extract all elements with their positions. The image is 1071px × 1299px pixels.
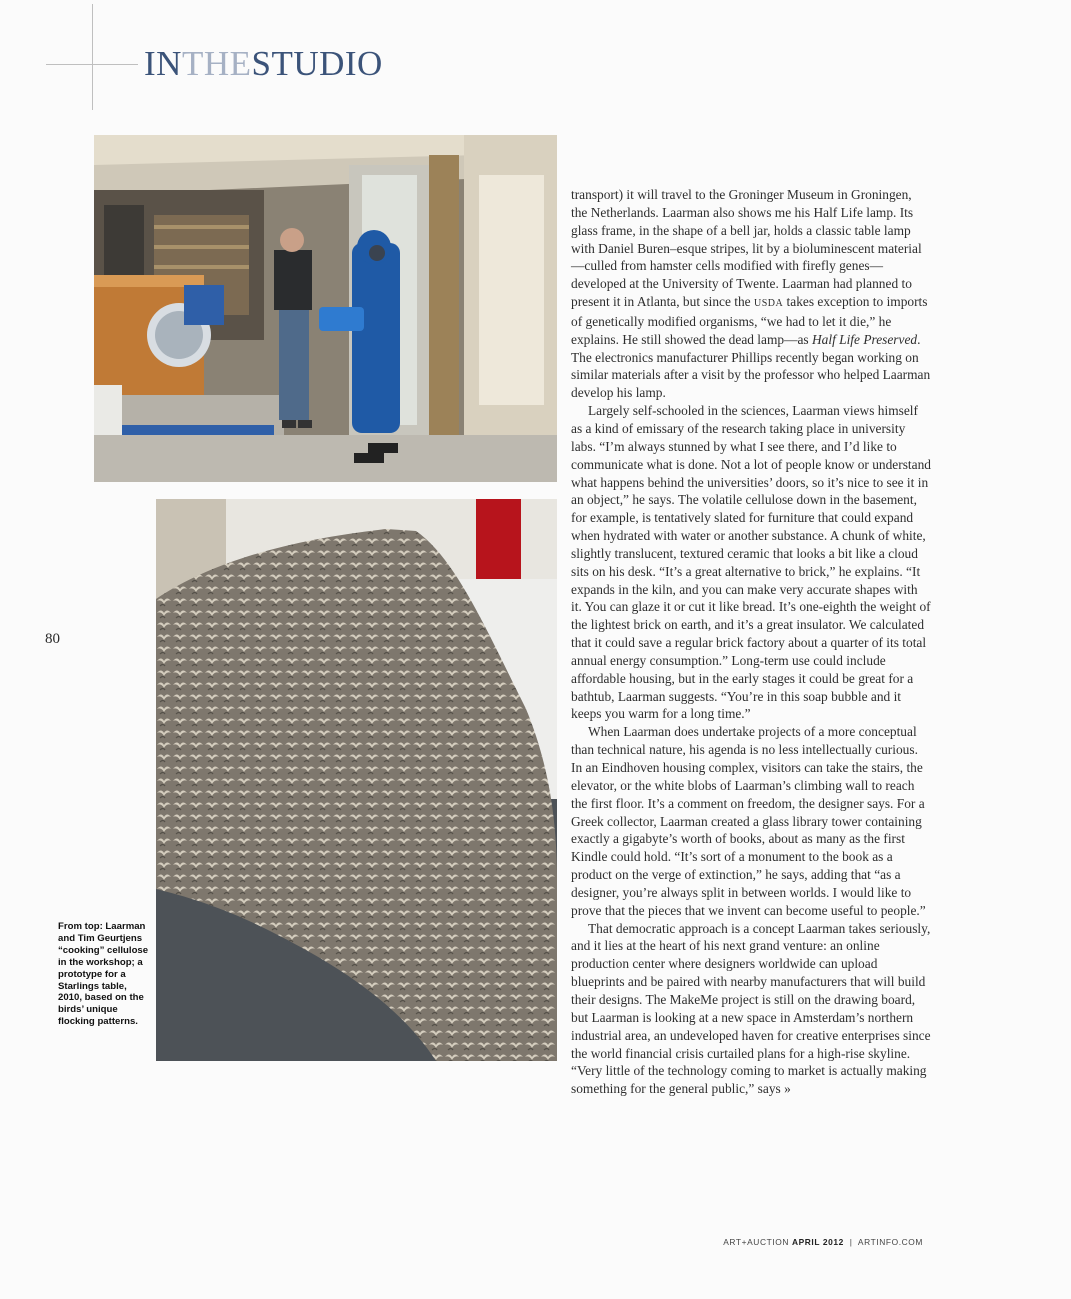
section-header-in: IN xyxy=(144,44,182,83)
photo-caption: From top: Laarman and Tim Geurtjens “cooking” cellulose in the workshop; a prototype for a Starlings table, 2010, based on the birds’ unique flocking patterns. xyxy=(58,921,149,1028)
corner-rule-horizontal xyxy=(46,64,138,65)
section-header-studio: STUDIO xyxy=(251,44,383,83)
article-paragraph-1: transport) it will travel to the Groninger Museum in Groningen, the Netherlands. Laarman also shows me his Half Life lamp. Its glass frame, in the shape of a bell jar, holds a classic table lamp with Daniel Buren–esque stripes, lit by a bioluminescent material—culled from hamster cells modified with firefly genes—developed at the University of Twente. Laarman had planned to present it in Atlanta, but since the USDA takes exception to imports of genetically modified organisms, “we had to let it die,” he explains. He still showed the dead lamp—as Half Life Preserved. The electronics manufacturer Phillips recently began working on similar materials after a visit by the professor who helped Laarman develop his lamp. xyxy=(571,187,931,401)
section-header-the: THE xyxy=(181,44,252,83)
article-paragraph-3: When Laarman does undertake projects of a more conceptual than technical nature, his agenda is no less intellectually curious. In an Eindhoven housing complex, visitors can take the stairs, the elevator, or the white blobs of Laarman’s climbing wall to reach the first floor. It’s a comment on freedom, the designer says. For a Greek collector, Laarman created a glass library tower containing exactly a gigabyte’s worth of books, about as many as the first Kindle could hold. “It’s sort of a monument to the book as a product on the verge of extinction,” he says, adding that “as a designer, you’re always split in between worlds. I would like to prove that the pieces that we invent can become useful to people.” xyxy=(571,724,926,918)
footer-magazine: ART+AUCTION xyxy=(723,1237,789,1247)
artwork-title: Half Life Preserved xyxy=(811,331,918,347)
starlings-table-photo xyxy=(156,499,557,1061)
footer-issue: APRIL 2012 xyxy=(791,1237,844,1247)
workshop-photo xyxy=(94,135,557,482)
page-number: 80 xyxy=(45,631,60,647)
usda-acronym: USDA xyxy=(753,298,784,310)
article-paragraph-2: Largely self-schooled in the sciences, Laarman views himself as a kind of emissary of the research taking place in university labs. “I’m always stunned by what I see there, and I’d like to communicate what is done. Not a lot of people know or understand what happens behind the universities’ doors, so it’s nice to see it in an object,” he says. The volatile cellulose down in the basement, for example, is tentatively slated for furniture that could expand when hydrated with water or another substance. A chunk of white, slightly translucent, textured ceramic that looks a bit like a cloud sits on his desk. “It’s a great alternative to brick,” he explains. “It expands in the kiln, and you can make very accurate shapes with it. You can glaze it or cut it like bread. It’s one-eighth the weight of the lightest brick on earth, and it’s a great insulator. We calculated that it could save a regular brick factory about a quarter of its total annual energy consumption.” Long-term use could include affordable housing, but in the early stages it could be great for a bathtub, Laarman suggests. “You’re in this soap bubble and it keeps you warm for a long time.” xyxy=(571,403,931,722)
footer-site: ARTINFO.COM xyxy=(857,1237,923,1247)
section-header xyxy=(144,42,383,86)
article-paragraph-4: That democratic approach is a concept Laarman takes seriously, and it lies at the heart of his next grand venture: an online production center where designers worldwide can upload blueprints and be paired with nearby manufacturers that will build their designs. The MakeMe project is still on the drawing board, but Laarman is looking at a new space in Amsterdam’s northern industrial area, an undeveloped haven for creative enterprises since the world financial crisis curtailed plans for a high-rise skyline. “Very little of the technology coming to market is actually making something for the general public,” says » xyxy=(571,920,931,1097)
corner-rule-vertical xyxy=(92,4,93,110)
article-body xyxy=(571,186,931,1098)
page-footer: ART+AUCTION APRIL 2012 | ARTINFO.COM xyxy=(723,1237,923,1247)
